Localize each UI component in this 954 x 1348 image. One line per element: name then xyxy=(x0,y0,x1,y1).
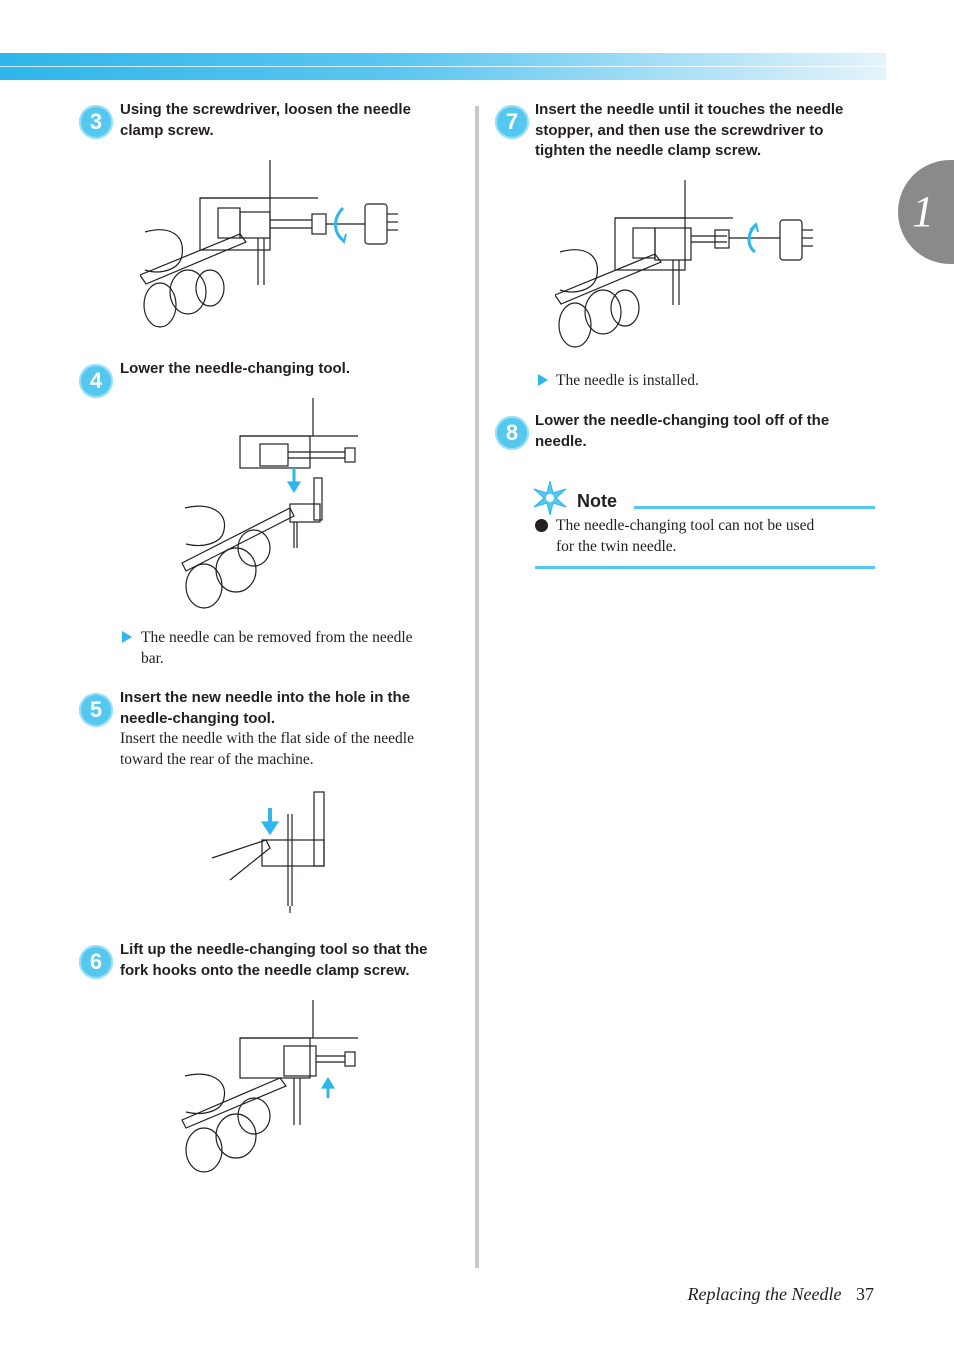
footer-section-title: Replacing the Needle xyxy=(687,1284,842,1304)
step-5-title: Insert the new needle into the hole in the needle-changing tool. xyxy=(120,689,411,727)
insert-needle-illustration xyxy=(210,788,335,916)
page-number: 37 xyxy=(856,1284,874,1304)
step-5-number: 5 xyxy=(79,693,113,727)
step-4-title: Lower the needle-changing tool. xyxy=(120,360,351,377)
step-8-title: Lower the needle-changing tool off of the needle. xyxy=(535,412,830,450)
step-3-title: Using the screwdriver, loosen the needle clamp screw. xyxy=(120,101,411,139)
note-text: The needle-changing tool can not be used for the twin needle. xyxy=(556,517,815,555)
step-4-number: 4 xyxy=(79,364,113,398)
step-8-number: 8 xyxy=(495,416,529,450)
step-7-title: Insert the needle until it touches the needle stopper, and then use the screwdriver to tighten the needle clamp screw. xyxy=(535,101,844,159)
loosen-screw-illustration xyxy=(140,160,410,335)
result-arrow-icon xyxy=(122,631,132,643)
step-5-body: Insert the needle with the flat side of the needle toward the rear of the machine. xyxy=(120,730,414,768)
result-arrow-icon xyxy=(538,374,548,386)
step-6-title: Lift up the needle-changing tool so that the fork hooks onto the needle clamp screw. xyxy=(120,941,428,979)
note-rule-top xyxy=(634,506,875,509)
chapter-number: 1 xyxy=(912,187,934,236)
note-sparkle-icon xyxy=(532,481,568,515)
lower-tool-illustration xyxy=(180,398,365,613)
column-divider xyxy=(475,106,479,1268)
note-rule-bottom xyxy=(535,566,875,569)
step-7-number: 7 xyxy=(495,105,529,139)
step-3-number: 3 xyxy=(79,105,113,139)
page-footer xyxy=(688,1284,874,1305)
step-7-result: The needle is installed. xyxy=(556,372,699,389)
tighten-screw-illustration xyxy=(555,180,825,355)
lift-tool-illustration xyxy=(180,1000,365,1175)
step-6-number: 6 xyxy=(79,945,113,979)
step-4-result: The needle can be removed from the needle bar. xyxy=(141,629,413,667)
header-rule xyxy=(0,66,886,67)
bullet-icon xyxy=(535,519,548,532)
note-title: Note xyxy=(577,491,617,511)
